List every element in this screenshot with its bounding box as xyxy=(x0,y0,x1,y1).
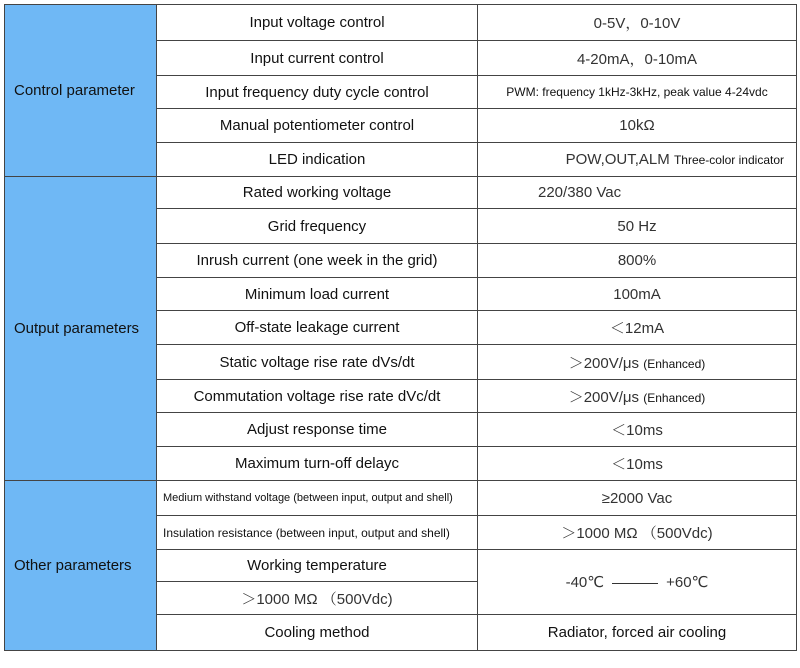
param-value: 100mA xyxy=(478,278,797,311)
param-value: ≥2000 Vac xyxy=(478,481,797,516)
value-note: (Enhanced) xyxy=(643,390,706,405)
param-value: 10kΩ xyxy=(478,109,797,143)
param-label: Inrush current (one week in the grid) xyxy=(157,244,478,278)
param-value: 220/380 Vac xyxy=(478,177,797,209)
param-label: Insulation resistance (between input, output and shell) xyxy=(157,516,478,550)
value-main: ＞200V/μs xyxy=(568,388,640,406)
param-label: Grid frequency xyxy=(157,209,478,244)
param-value: ＜12mA xyxy=(478,311,797,345)
param-label: Rated working voltage xyxy=(157,177,478,209)
param-value: ＜10ms xyxy=(478,413,797,447)
param-label: Commutation voltage rise rate dVc/dt xyxy=(157,380,478,413)
param-value: 0-5V，0-10V xyxy=(478,5,797,41)
param-label: Off-state leakage current xyxy=(157,311,478,345)
param-value: ＜10ms xyxy=(478,447,797,481)
param-label: ＞1000 MΩ （500Vdc) xyxy=(157,582,478,615)
param-value xyxy=(478,380,797,413)
led-indicators: POW,OUT,ALM xyxy=(565,151,670,168)
table-row xyxy=(5,481,797,516)
table-row xyxy=(5,177,797,209)
param-value xyxy=(478,550,797,615)
param-label: Adjust response time xyxy=(157,413,478,447)
param-label: Input current control xyxy=(157,41,478,76)
param-label: Static voltage rise rate dVs/dt xyxy=(157,345,478,380)
param-value: ＞1000 MΩ （500Vdc) xyxy=(478,516,797,550)
group-label-other: Other parameters xyxy=(5,481,157,651)
temperature-min: -40℃ xyxy=(565,574,605,591)
param-label: Input frequency duty cycle control xyxy=(157,76,478,109)
value-note: Three-color indicator xyxy=(673,153,784,167)
value-note: (Enhanced) xyxy=(643,356,706,371)
param-value: 800% xyxy=(478,244,797,278)
param-label: LED indication xyxy=(157,143,478,177)
range-dash xyxy=(612,583,658,584)
value-main: ＞200V/μs xyxy=(568,354,640,372)
param-label: Input voltage control xyxy=(157,5,478,41)
param-label: Manual potentiometer control xyxy=(157,109,478,143)
param-label: Cooling method xyxy=(157,615,478,651)
param-label: Medium withstand voltage (between input, output and shell) xyxy=(157,481,478,516)
param-label: Maximum turn-off delayc xyxy=(157,447,478,481)
param-value: 50 Hz xyxy=(478,209,797,244)
param-label: Minimum load current xyxy=(157,278,478,311)
param-label: Working temperature xyxy=(157,550,478,582)
specification-table xyxy=(4,4,797,651)
temperature-max: +60℃ xyxy=(666,574,709,591)
param-value xyxy=(478,143,797,177)
group-label-control: Control parameter xyxy=(5,5,157,177)
param-value: 4-20mA，0-10mA xyxy=(478,41,797,76)
table-row xyxy=(5,5,797,41)
param-value: Radiator, forced air cooling xyxy=(478,615,797,651)
param-value: PWM: frequency 1kHz-3kHz, peak value 4-24vdc xyxy=(478,76,797,109)
param-value xyxy=(478,345,797,380)
group-label-output: Output parameters xyxy=(5,177,157,481)
